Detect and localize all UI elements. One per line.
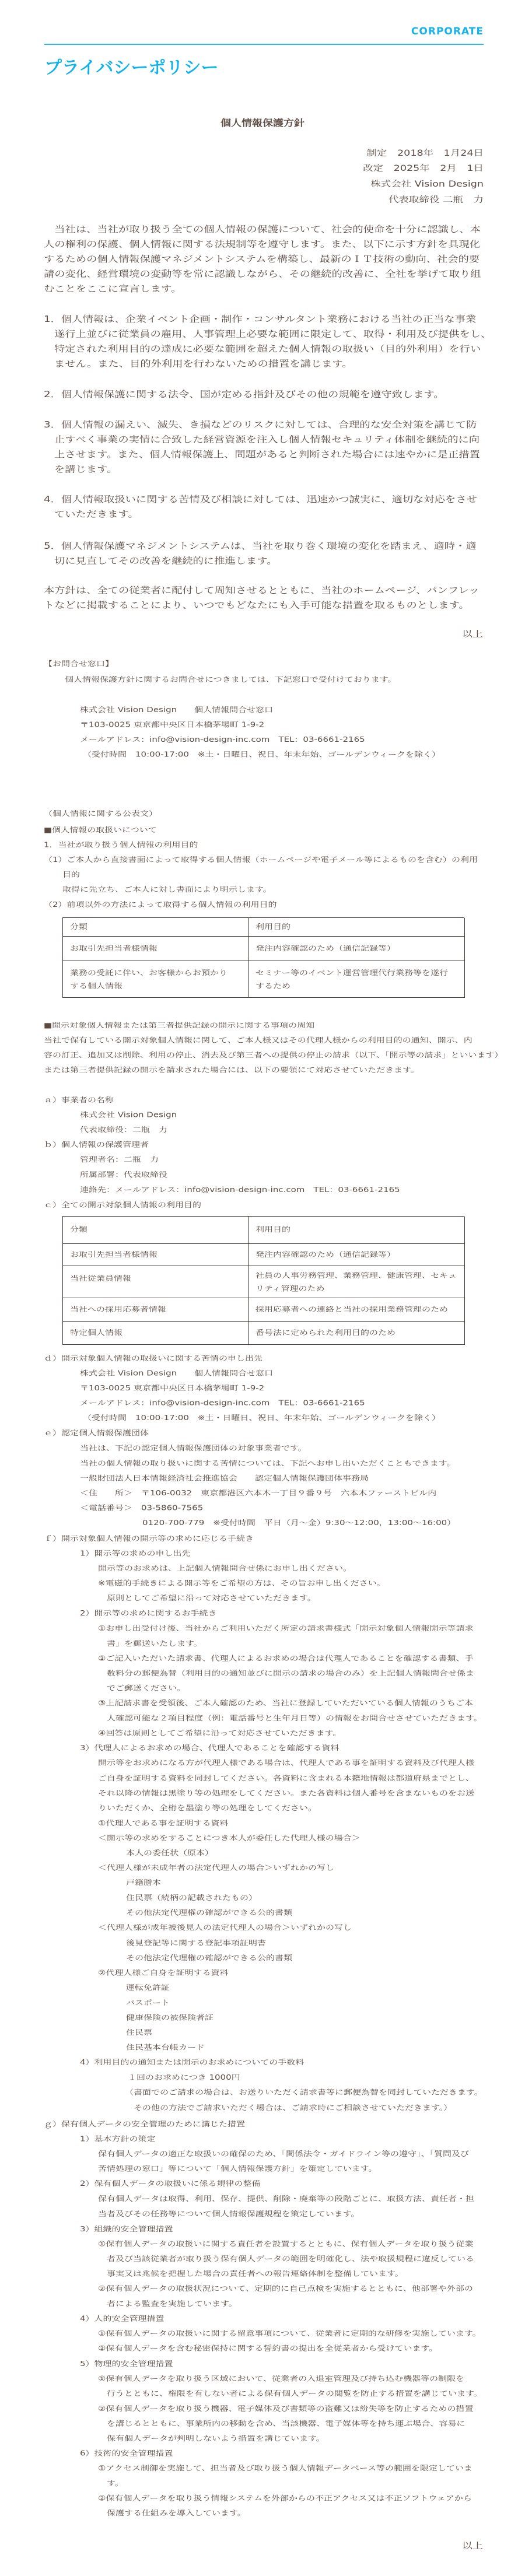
cell-text: 発注内容確認のため（通信記録等） bbox=[256, 1250, 396, 1259]
text-line: （受付時間 10:00-17:00 ※土・日曜日、祝日、年末年始、ゴールデンウィークを除く） bbox=[83, 750, 440, 759]
text-line: 5．個人情報保護マネジメントシステムは、当社を取り巻く環境の変化を踏まえ、適時・適 bbox=[44, 541, 477, 551]
text-line: 個人情報保護方針に関するお問合せにつきましては、下記窓口で受付けております。 bbox=[65, 675, 397, 684]
disclosure-abc bbox=[44, 1092, 400, 1212]
text-line: 人の権利の保護、個人情報に関する法規制等を遵守します。また、以下に示す方針を具現化 bbox=[44, 239, 481, 250]
text-line: ｇ）保有個人データの安全管理のために講じた措置 bbox=[44, 2119, 246, 2128]
enacted-date: 制定 2018年 1月24日 bbox=[366, 149, 484, 159]
text-line: 3．個人情報の漏えい、滅失、き損などのリスクに対しては、合理的な安全対策を講じて防 bbox=[44, 420, 477, 430]
page-title: プライバシーポリシー bbox=[44, 58, 219, 78]
policy-closing bbox=[44, 583, 480, 613]
table-header-purpose bbox=[249, 1217, 465, 1244]
text-line: 3）代理人によるお求めの場合、代理人であることを確認する資料 bbox=[80, 1744, 340, 1753]
text-line: 4）利用目的の通知または開示のお求めについての手数料 bbox=[80, 2058, 304, 2067]
text-line: 保有個人データの適正な取扱いの確保のため、「関係法令・ガイドライン等の遵守」、「質問及び bbox=[98, 2149, 470, 2158]
cell-text: するため bbox=[256, 981, 291, 990]
text-line: 1）開示等の求めの申し出先 bbox=[80, 1549, 191, 1558]
text-line: 健康保険の被保険者証 bbox=[126, 2013, 214, 2022]
text-line: ②保有個人データの取扱状況について、定期的に自己点検を実施するとともに、他部署や外部の bbox=[98, 2284, 473, 2293]
text-line: 特定された利用目的の達成に必要な範囲を超えた個人情報の取扱い（目的外利用）を行い bbox=[54, 344, 481, 354]
text-line: ①保有個人データを取り扱う区域において、従業者の入退室管理及び持ち込む機器等の制限を bbox=[98, 2374, 465, 2383]
text-line: 当者及びその任務等について個人情報保護規程を策定しています。 bbox=[98, 2209, 360, 2218]
policy-item-2 bbox=[44, 387, 444, 402]
table-cell bbox=[63, 1298, 249, 1322]
text-line: 住民票 bbox=[126, 2028, 153, 2037]
text-line: トなどに掲載することにより、いつでもどなたにも入手可能な措置を取るものとします。 bbox=[44, 600, 470, 611]
table-cell bbox=[63, 961, 249, 998]
text-line: す。 bbox=[107, 2479, 124, 2488]
text-line: ＜電話番号＞ 03-5860-7565 bbox=[80, 1503, 204, 1512]
text-line: ④回答は原則としてご希望に沿って対応させていただきます。 bbox=[98, 1729, 342, 1737]
text-line: 株式会社 Vision Design 個人情報問合せ窓口 bbox=[80, 1369, 274, 1378]
text-line: ません。また、目的外利用を行わないための措置を講じます。 bbox=[54, 359, 353, 369]
text-line: 切に見直してその改善を継続的に推進します。 bbox=[54, 556, 278, 566]
text-line: その他法定代理権の確認ができる公的書類 bbox=[126, 1908, 293, 1917]
contact-heading bbox=[44, 656, 114, 671]
text-line: 保有個人データが判明しないよう措置を講じています。 bbox=[107, 2434, 325, 2443]
text-line: それ以降の情報は黒塗り等の処理をしてください。また各資料は個人番号を含まないものをお送 bbox=[98, 1789, 475, 1797]
text-line: 本方針は、全ての従業者に配付して周知させるとともに、当社のホームページ、パンフレッ bbox=[44, 586, 480, 595]
text-line: または第三者提供記録の開示を請求された場合には、以下の要領にて対応させていただきます。 bbox=[44, 1066, 419, 1075]
text-line: 当社は、下記の認定個人情報保護団体の対象事業者です。 bbox=[80, 1443, 307, 1453]
text-line: 3）組織的安全管理措置 bbox=[80, 2224, 173, 2233]
representative: 代表取締役 二瓶 力 bbox=[388, 195, 484, 205]
text-line: 4）人的安全管理措置 bbox=[80, 2314, 164, 2323]
cell-text: 業務の受託に伴い、お客様からお預かり bbox=[70, 968, 228, 977]
text-line: 所属部署：代表取締役 bbox=[80, 1170, 168, 1179]
text-line: （1）ご本人から直接書面によって取得する個人情報（ホームページや電子メール等によるものを含む）の利用 bbox=[44, 855, 478, 864]
cell-text: 社員の人事労務管理、業務管理、健康管理、セキュ bbox=[256, 1271, 457, 1280]
policy-intro bbox=[44, 222, 481, 297]
text-line: りいただくか、全桁を墨塗り等の処理をしてください。 bbox=[98, 1803, 317, 1813]
text-line: 0120-700-779 ※受付時間 平日（月～金）9:30～12:00，13:00～16:00） bbox=[142, 1519, 456, 1527]
text-line: ｃ）全ての開示対象個人情報の利用目的 bbox=[44, 1200, 202, 1209]
cell-text: リティ管理のため bbox=[256, 1284, 325, 1292]
cell-text: 利用目的 bbox=[256, 922, 291, 931]
text-line: を講じます。 bbox=[54, 464, 118, 475]
text-line: ＜住 所＞ 〒106-0032 東京都港区六本木一丁目９番９号 六本木ファーストビル内 bbox=[80, 1488, 437, 1498]
disclosure-de bbox=[44, 1351, 456, 1530]
text-line: その他法定代理権の確認ができる公的書類 bbox=[126, 1953, 293, 1962]
text-line: ②ご記入いただいた請求書、代理人によるお求めの場合は代理人であることを確認する書類、手 bbox=[98, 1654, 474, 1663]
text-line: 止すべく事業の実情に合致した経営資源を注入し個人情報セキュリティ体制を継続的に向 bbox=[54, 434, 480, 445]
text-line: ていただきます。 bbox=[54, 509, 139, 520]
text-line: 書」を郵送いたします。 bbox=[107, 1639, 202, 1648]
text-line: を講じるとともに、事業所内の移動を含め、当該機器、電子媒体等を持ち運ぶ場合、容易に bbox=[107, 2419, 466, 2428]
text-line: 当社は、当社が取り扱う全ての個人情報の保護について、社会的使命を十分に認識し、本 bbox=[44, 225, 481, 234]
header-divider bbox=[44, 44, 484, 45]
text-line: 当社で保有している開示対象個人情報に関して、ご本人様又はその代理人様からの利用目的の通知、開示、内 bbox=[44, 1036, 473, 1045]
table-cell bbox=[249, 1298, 465, 1322]
policy-item-1 bbox=[44, 312, 491, 371]
handling-section bbox=[44, 822, 478, 912]
section-label[interactable]: CORPORATE bbox=[411, 26, 484, 37]
company-name: 株式会社 Vision Design bbox=[370, 180, 484, 190]
text-line: するための個人情報保護マネジメントシステムを構築し、最新のＩＴ技術の動向、社会的要 bbox=[44, 254, 480, 264]
text-line: 保護する仕組みを導入しています。 bbox=[107, 2509, 246, 2518]
table-cell bbox=[249, 1266, 465, 1298]
text-line: ②代理人様ご自身を証明する資料 bbox=[98, 1968, 229, 1977]
text-line: （個人情報に関する公表文） bbox=[44, 809, 158, 818]
text-line: むことをここに宣言します。 bbox=[44, 284, 182, 294]
text-line: 者による監査を実施しています。 bbox=[107, 2299, 237, 2308]
text-line: 2）保有個人データの取扱いに係る規律の整備 bbox=[80, 2179, 261, 2188]
text-line: ｅ）認定個人情報保護団体 bbox=[44, 1428, 149, 1438]
table-cell bbox=[63, 1244, 249, 1266]
table-cell bbox=[63, 1322, 249, 1345]
text-line: ②保有個人データを取り扱う情報システムを外部からの不正アクセス又は不正ソフトウェアから bbox=[98, 2494, 472, 2503]
text-line: 上させます。また、個人情報保護上、問題があると判断された場合には速やかに是正措置 bbox=[54, 450, 480, 460]
text-line: 1）基本方針の策定 bbox=[80, 2135, 156, 2143]
table-cell bbox=[63, 1266, 249, 1298]
text-line: その他の方法でご請求いただく場合は、ご請求時にご相談させていただきます。） bbox=[134, 2103, 453, 2112]
text-line: 保有個人データは取得、利用、保存、提供、削除・廃棄等の段階ごとに、取扱方法、責任者・担 bbox=[98, 2194, 475, 2203]
text-line: ｆ）開示対象個人情報の開示等の求めに応じる手続き bbox=[44, 1534, 254, 1543]
cell-text: お取引先担当者様情報 bbox=[70, 944, 158, 953]
text-line: 1．個人情報は、企業イベント企画・制作・コンサルタント業務における当社の正当な事業 bbox=[44, 314, 477, 324]
table-cell bbox=[249, 961, 465, 998]
text-line: 住民票（続柄の記載されたもの） bbox=[126, 1893, 258, 1902]
text-line: 目的 bbox=[62, 870, 80, 879]
text-line: 6）技術的安全管理措置 bbox=[80, 2449, 173, 2458]
text-line: 住民基本台帳カード bbox=[126, 2043, 205, 2052]
cell-text: お取引先担当者様情報 bbox=[70, 1250, 158, 1259]
text-line: １回のお求めにつき 1000円 bbox=[128, 2073, 240, 2082]
text-line: 5）物理的安全管理措置 bbox=[80, 2359, 173, 2368]
text-line: 【お問合せ窓口】 bbox=[44, 659, 114, 668]
text-line: ②保有個人データを取り扱う機器、電子媒体及び書類等の盗難又は紛失等を防止するための措置 bbox=[98, 2404, 474, 2413]
policy-item-3 bbox=[44, 418, 480, 477]
text-line: 容の訂正、追加又は削除、利用の停止、消去及び第三者への提供の停止の請求（以下、「開示等の請求」といいます） bbox=[44, 1050, 503, 1060]
text-line: （2）前項以外の方法によって取得する個人情報の利用目的 bbox=[44, 900, 277, 909]
table-cell bbox=[249, 1244, 465, 1266]
text-line: ご自身を証明する資料を同封してください。各資料に含まれる本籍地情報は都道府県までとし、 bbox=[98, 1774, 475, 1782]
text-line: 開示等をお求めになる方が代理人様である場合は、代理人である事を証明する資料及び代理人様 bbox=[98, 1758, 475, 1768]
text-line: 〒103-0025 東京都中央区日本橋茅場町 1-9-2 bbox=[80, 1383, 265, 1393]
text-line: 本人の委任状（原本） bbox=[126, 1848, 214, 1857]
text-line: 1．当社が取り扱う個人情報の利用目的 bbox=[44, 840, 198, 849]
text-line: ①保有個人データの取扱いに関する責任者を設置するとともに、保有個人データを取り扱う従業 bbox=[98, 2239, 474, 2248]
text-line: 2．個人情報保護に関する法令、国が定める指針及びその他の規範を遵守致します。 bbox=[44, 390, 444, 399]
text-line: 当社の個人情報の取り扱いに関する苦情については、下記へお申し出いただくこともできます。 bbox=[80, 1459, 456, 1467]
text-line: 請の変化、経営環境の変動等を常に認識しながら、その継続的改善に、全社を挙げて取り組 bbox=[44, 269, 481, 279]
text-line: 開示等のお求めは、上記個人情報問合せ係にお申し出ください。 bbox=[98, 1564, 352, 1573]
text-line: ②保有個人データを含む秘密保持に関する誓約書の提出を全従業者から受けています。 bbox=[98, 2344, 438, 2353]
text-line: 事実又は兆候を把握した場合の責任者への報告連絡体制を整備しています。 bbox=[107, 2269, 404, 2278]
end-mark: 以上 bbox=[462, 2541, 483, 2551]
text-line: （書面でのご請求の場合は、お送りいただく請求書等に郵便為替を同封していただきます。 bbox=[125, 2088, 483, 2097]
purpose-table bbox=[62, 917, 464, 998]
table-header-category bbox=[63, 1217, 249, 1244]
text-line: ①お申し出受付け後、当社からご利用いただく所定の請求書様式「開示対象個人情報開示等請求 bbox=[98, 1624, 474, 1633]
end-mark: 以上 bbox=[462, 629, 483, 639]
text-line: ｄ）開示対象個人情報の取扱いに関する苦情の申し出先 bbox=[44, 1354, 263, 1362]
table-cell bbox=[63, 937, 249, 961]
table-cell bbox=[249, 937, 465, 961]
text-line: ※電磁的手続きによる開示等をご希望の方は、その旨お申し出ください。 bbox=[98, 1579, 386, 1588]
contact-lead bbox=[65, 672, 397, 687]
text-line: ①アクセス制御を実施して、担当者及び取り扱う個人情報データベース等の範囲を限定していま bbox=[98, 2464, 473, 2473]
text-line: 管理者名：二瓶 力 bbox=[80, 1155, 159, 1164]
cell-text: 利用目的 bbox=[256, 1225, 291, 1234]
text-line: ■個人情報の取扱いについて bbox=[44, 825, 157, 834]
text-line: （受付時間 10:00-17:00 ※土・日曜日、祝日、年末年始、ゴールデンウィークを除く） bbox=[83, 1414, 440, 1422]
cell-text: 発注内容確認のため（通信記録等） bbox=[256, 944, 396, 953]
text-line: 一般財団法人日本情報経済社会推進協会 認定個人情報保護団体事務局 bbox=[80, 1474, 369, 1482]
text-line: パスポート bbox=[126, 1998, 170, 2007]
text-line: ＜代理人様が成年被後見人の法定代理人の場合＞いずれかの写し bbox=[98, 1923, 352, 1932]
disclosure-g bbox=[44, 2116, 482, 2521]
text-line: ③上記請求書を受領後、ご本人確認のため、当社に登録していただいている個人情報のうちご本 bbox=[98, 1699, 473, 1708]
text-line: メールアドレス：info@vision-design-inc.com TEL：03-6661-2165 bbox=[80, 1399, 365, 1408]
text-line: 苦情処理の窓口」等について「個人情報保護方針」を策定しています。 bbox=[98, 2164, 377, 2174]
cell-text: する個人情報 bbox=[70, 981, 123, 990]
text-line: ｂ）個人情報の保護管理者 bbox=[44, 1140, 149, 1149]
table-cell bbox=[249, 1322, 465, 1345]
cell-text: 番号法に定められた利用目的のため bbox=[256, 1328, 396, 1337]
policy-item-5 bbox=[44, 539, 477, 569]
cell-text: セミナー等のイベント運営管理代行業務等を遂行 bbox=[256, 968, 449, 977]
text-line: 株式会社 Vision Design 個人情報問合せ窓口 bbox=[80, 705, 274, 714]
cell-text: 分類 bbox=[70, 922, 88, 931]
text-line: 原則としてご希望に沿って対応させていただきます。 bbox=[107, 1594, 316, 1603]
disclosure-intro bbox=[44, 1018, 503, 1078]
text-line: 者及び当該従業者が取り扱う保有個人データの範囲を明確化し、法や取扱規程に違反している bbox=[107, 2254, 475, 2263]
cell-text: 当社従業員情報 bbox=[70, 1274, 132, 1283]
disclosure-purpose-table bbox=[62, 1216, 464, 1345]
cell-text: 分類 bbox=[70, 1225, 88, 1234]
text-line: ａ）事業者の名称 bbox=[44, 1095, 114, 1104]
text-line: 株式会社 Vision Design bbox=[80, 1110, 177, 1119]
public-notice-label bbox=[44, 806, 158, 821]
text-line: 4．個人情報取扱いに関する苦情及び相談に対しては、迅速かつ誠実に、適切な対応をさせ bbox=[44, 495, 477, 504]
cell-text: 当社への採用応募者情報 bbox=[70, 1305, 167, 1314]
text-line: 戸籍謄本 bbox=[126, 1878, 162, 1887]
text-line: 運転免許証 bbox=[126, 1983, 170, 1992]
cell-text: 採用応募者への連絡と当社の採用業務管理のため bbox=[256, 1305, 449, 1314]
text-line: 〒103-0025 東京都中央区日本橋茅場町 1-9-2 bbox=[80, 720, 265, 729]
text-line: メールアドレス：info@vision-design-inc.com TEL：03-6661-2165 bbox=[80, 735, 365, 744]
revised-date: 改定 2025年 2月 1日 bbox=[363, 164, 484, 174]
text-line: ①代理人である事を証明する資料 bbox=[98, 1818, 229, 1827]
policy-heading: 個人情報保護方針 bbox=[220, 118, 304, 129]
text-line: 連絡先：メールアドレス：info@vision-design-inc.com TEL：03-6661-2165 bbox=[80, 1185, 400, 1194]
cell-text: 特定個人情報 bbox=[70, 1328, 123, 1337]
text-line: 行うとともに、権限を有しない者による保有個人データの閲覧を防止する措置を講じています。 bbox=[107, 2389, 482, 2398]
text-line: 遂行上並びに従業員の雇用、人事管理上必要な範囲に限定して、取得・利用及び提供をし、 bbox=[54, 329, 492, 339]
text-line: 数料分の郵便為替（利用目的の通知並びに開示の請求の場合のみ）を上記個人情報問合せ係ま bbox=[107, 1669, 475, 1678]
text-line: 取得に先立ち、ご本人に対し書面により明示します。 bbox=[62, 885, 272, 894]
table-header-purpose bbox=[249, 918, 465, 937]
text-line: ■開示対象個人情報または第三者提供記録の開示に関する事項の周知 bbox=[44, 1021, 315, 1029]
text-line: 代表取締役：二瓶 力 bbox=[80, 1125, 168, 1134]
text-line: 2）開示等の求めに関するお手続き bbox=[80, 1608, 217, 1618]
text-line: ＜開示等の求めをすることにつき本人が委任した代理人様の場合＞ bbox=[98, 1834, 360, 1842]
disclosure-f bbox=[44, 1531, 483, 2115]
table-header-category bbox=[63, 918, 249, 937]
text-line: ①保有個人データの取扱いに関する留意事項について、従業者に定期的な研修を実施しています。 bbox=[98, 2329, 481, 2338]
text-line: 後見登記等に関する登記事項証明書 bbox=[126, 1938, 267, 1947]
policy-item-4 bbox=[44, 492, 477, 522]
text-line: ＜代理人様が未成年者の法定代理人の場合＞いずれかの写し bbox=[98, 1863, 335, 1872]
text-line: でご郵送ください。 bbox=[107, 1684, 186, 1692]
text-line: 人確認可能な２項目程度（例：電話番号と生年月日等）の情報をお問合せさせていただきます。 bbox=[107, 1713, 482, 1723]
contact-details bbox=[80, 702, 440, 762]
